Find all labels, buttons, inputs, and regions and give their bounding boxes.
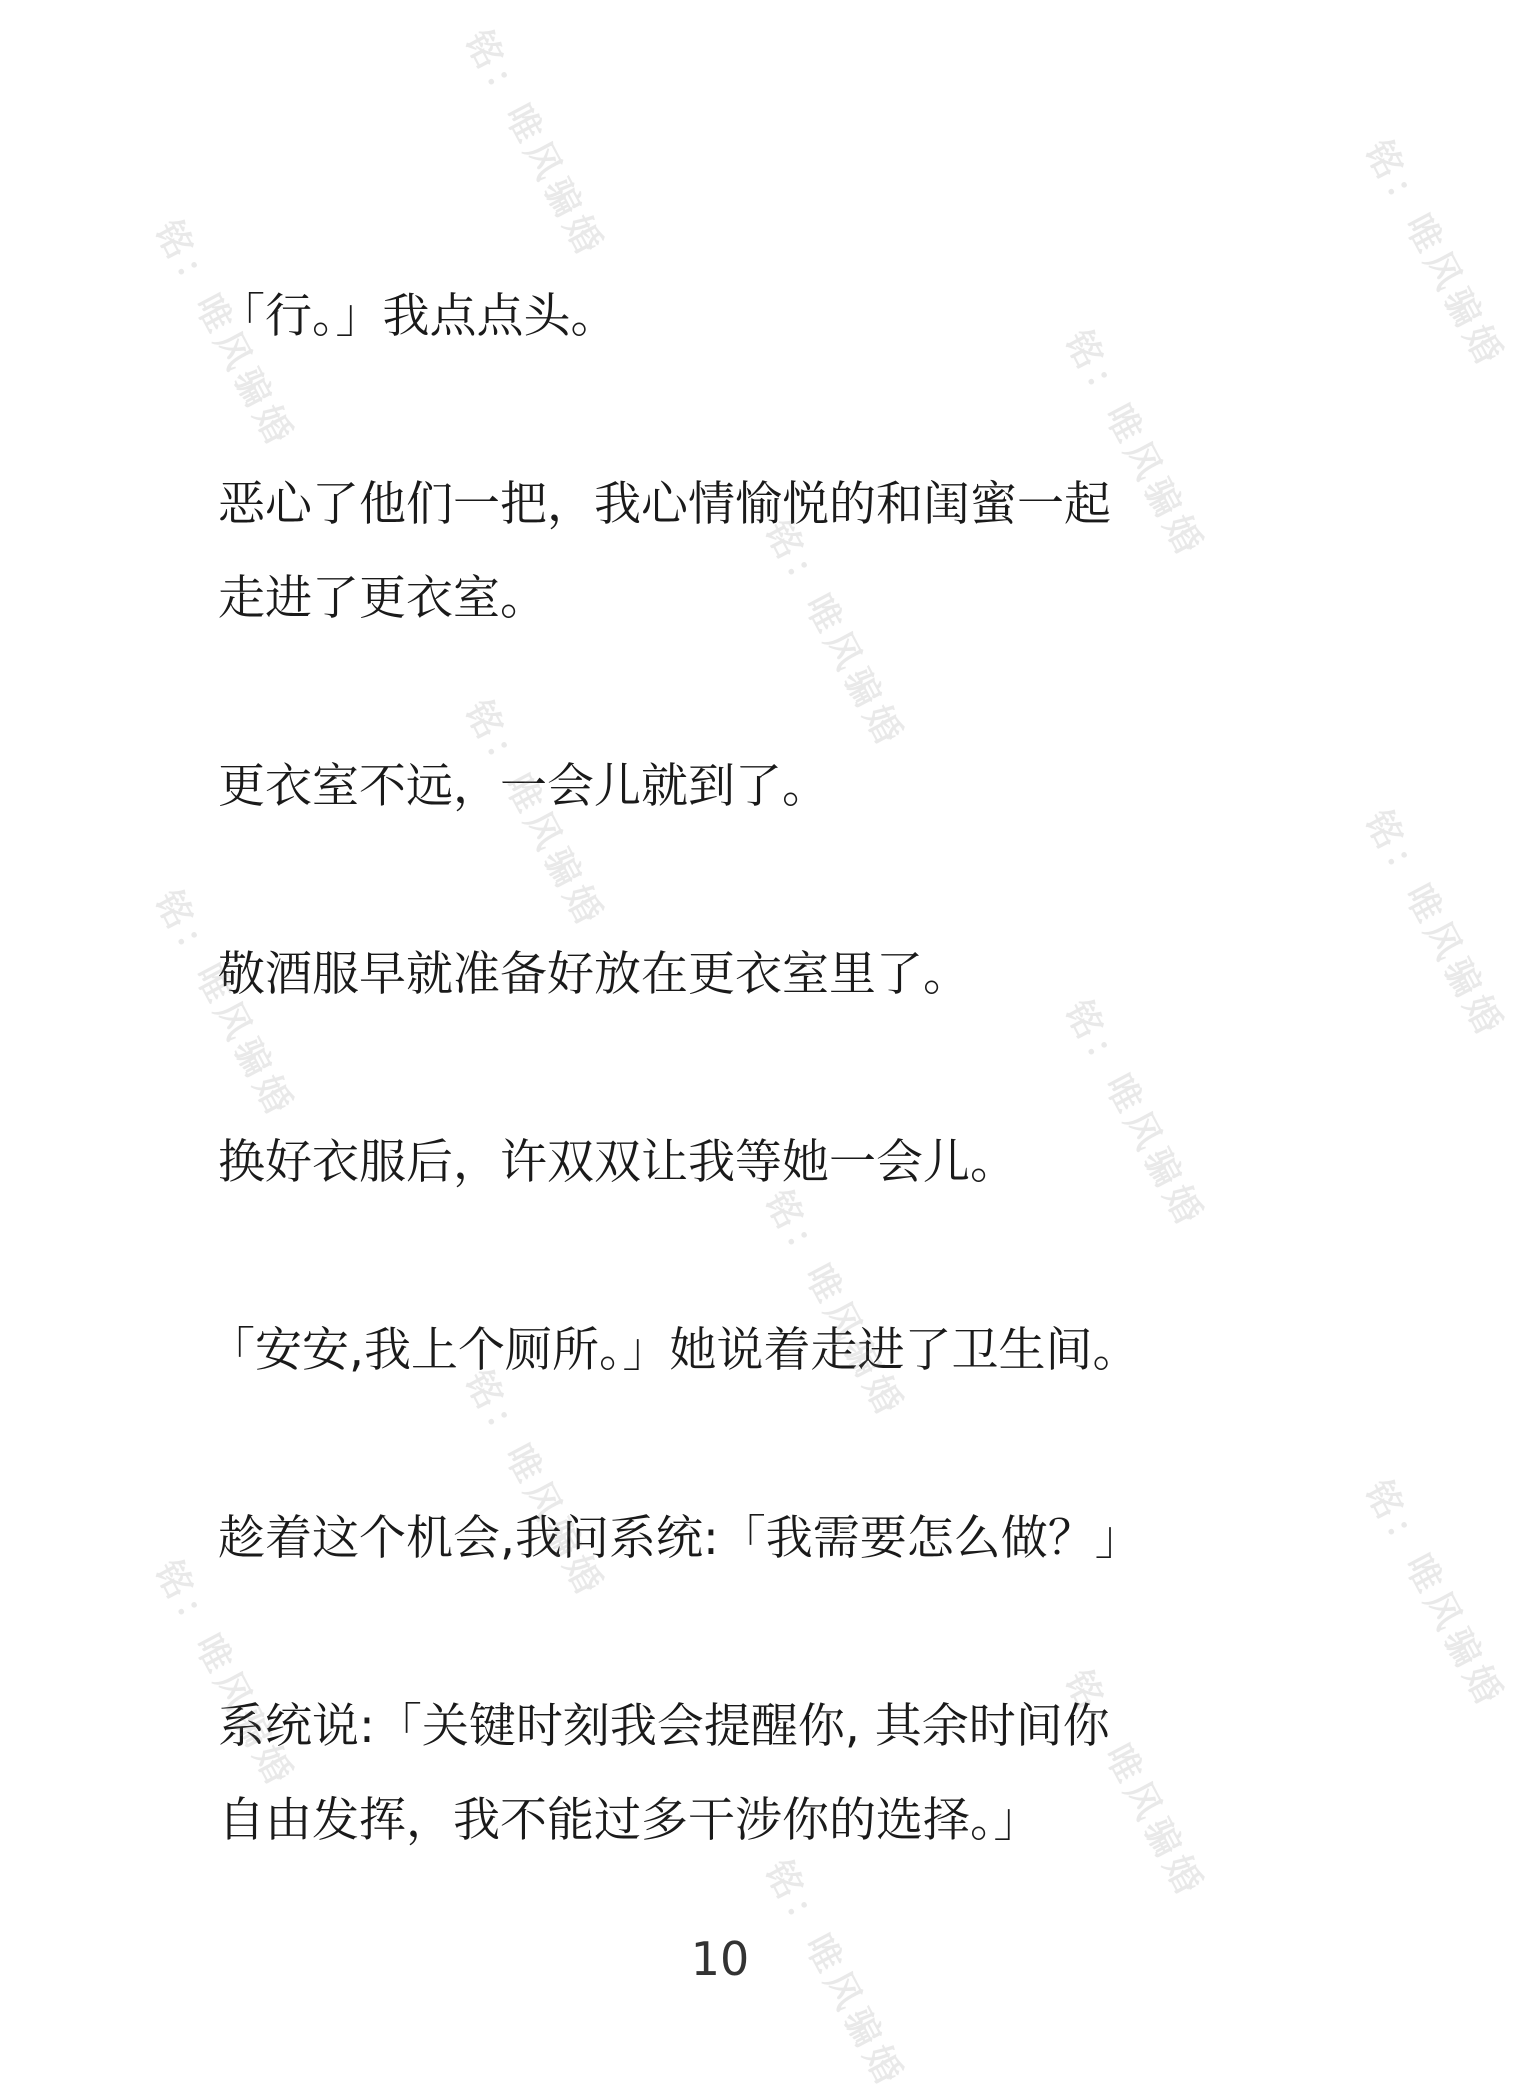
paragraph-4: 敬酒服早就准备好放在更衣室里了。: [218, 947, 970, 1002]
watermark: 铭：唯风骗婚: [1056, 993, 1212, 1236]
paragraph-7: 趁着这个机会,我问系统:「我需要怎么做？」: [218, 1511, 1142, 1566]
watermark: 铭：唯风骗婚: [456, 693, 612, 936]
watermark: 铭：唯风骗婚: [1356, 133, 1512, 376]
watermark: 铭：唯风骗婚: [1356, 803, 1512, 1046]
watermark: 铭：唯风骗婚: [756, 513, 912, 756]
watermark: 铭：唯风骗婚: [456, 1363, 612, 1606]
watermark: 铭：唯风骗婚: [1056, 1663, 1212, 1906]
watermark: 铭：唯风骗婚: [756, 1183, 912, 1426]
watermark: 铭：唯风骗婚: [146, 883, 302, 1126]
page-number: 10: [690, 1932, 750, 1986]
paragraph-2-line-1: 恶心了他们一把，我心情愉悦的和闺蜜一起: [218, 477, 1111, 532]
paragraph-2-line-2: 走进了更衣室。: [218, 571, 547, 626]
watermark: 铭：唯风骗婚: [756, 1853, 912, 2096]
watermark: 铭：唯风骗婚: [1056, 323, 1212, 566]
paragraph-8-line-2: 自由发挥，我不能过多干涉你的选择。」: [218, 1793, 1041, 1848]
watermark: 铭：唯风骗婚: [146, 1553, 302, 1796]
paragraph-5: 换好衣服后，许双双让我等她一会儿。: [218, 1135, 1017, 1190]
watermark: 铭：唯风骗婚: [456, 23, 612, 266]
watermark: 铭：唯风骗婚: [146, 213, 302, 456]
paragraph-3: 更衣室不远，一会儿就到了。: [218, 759, 829, 814]
paragraph-1: 「行。」我点点头。: [218, 289, 618, 344]
paragraph-6: 「安安,我上个厕所。」她说着走进了卫生间。: [208, 1323, 1140, 1378]
watermark: 铭：唯风骗婚: [1356, 1473, 1512, 1716]
paragraph-8-line-1: 系统说:「关键时刻我会提醒你, 其余时间你: [218, 1699, 1110, 1754]
